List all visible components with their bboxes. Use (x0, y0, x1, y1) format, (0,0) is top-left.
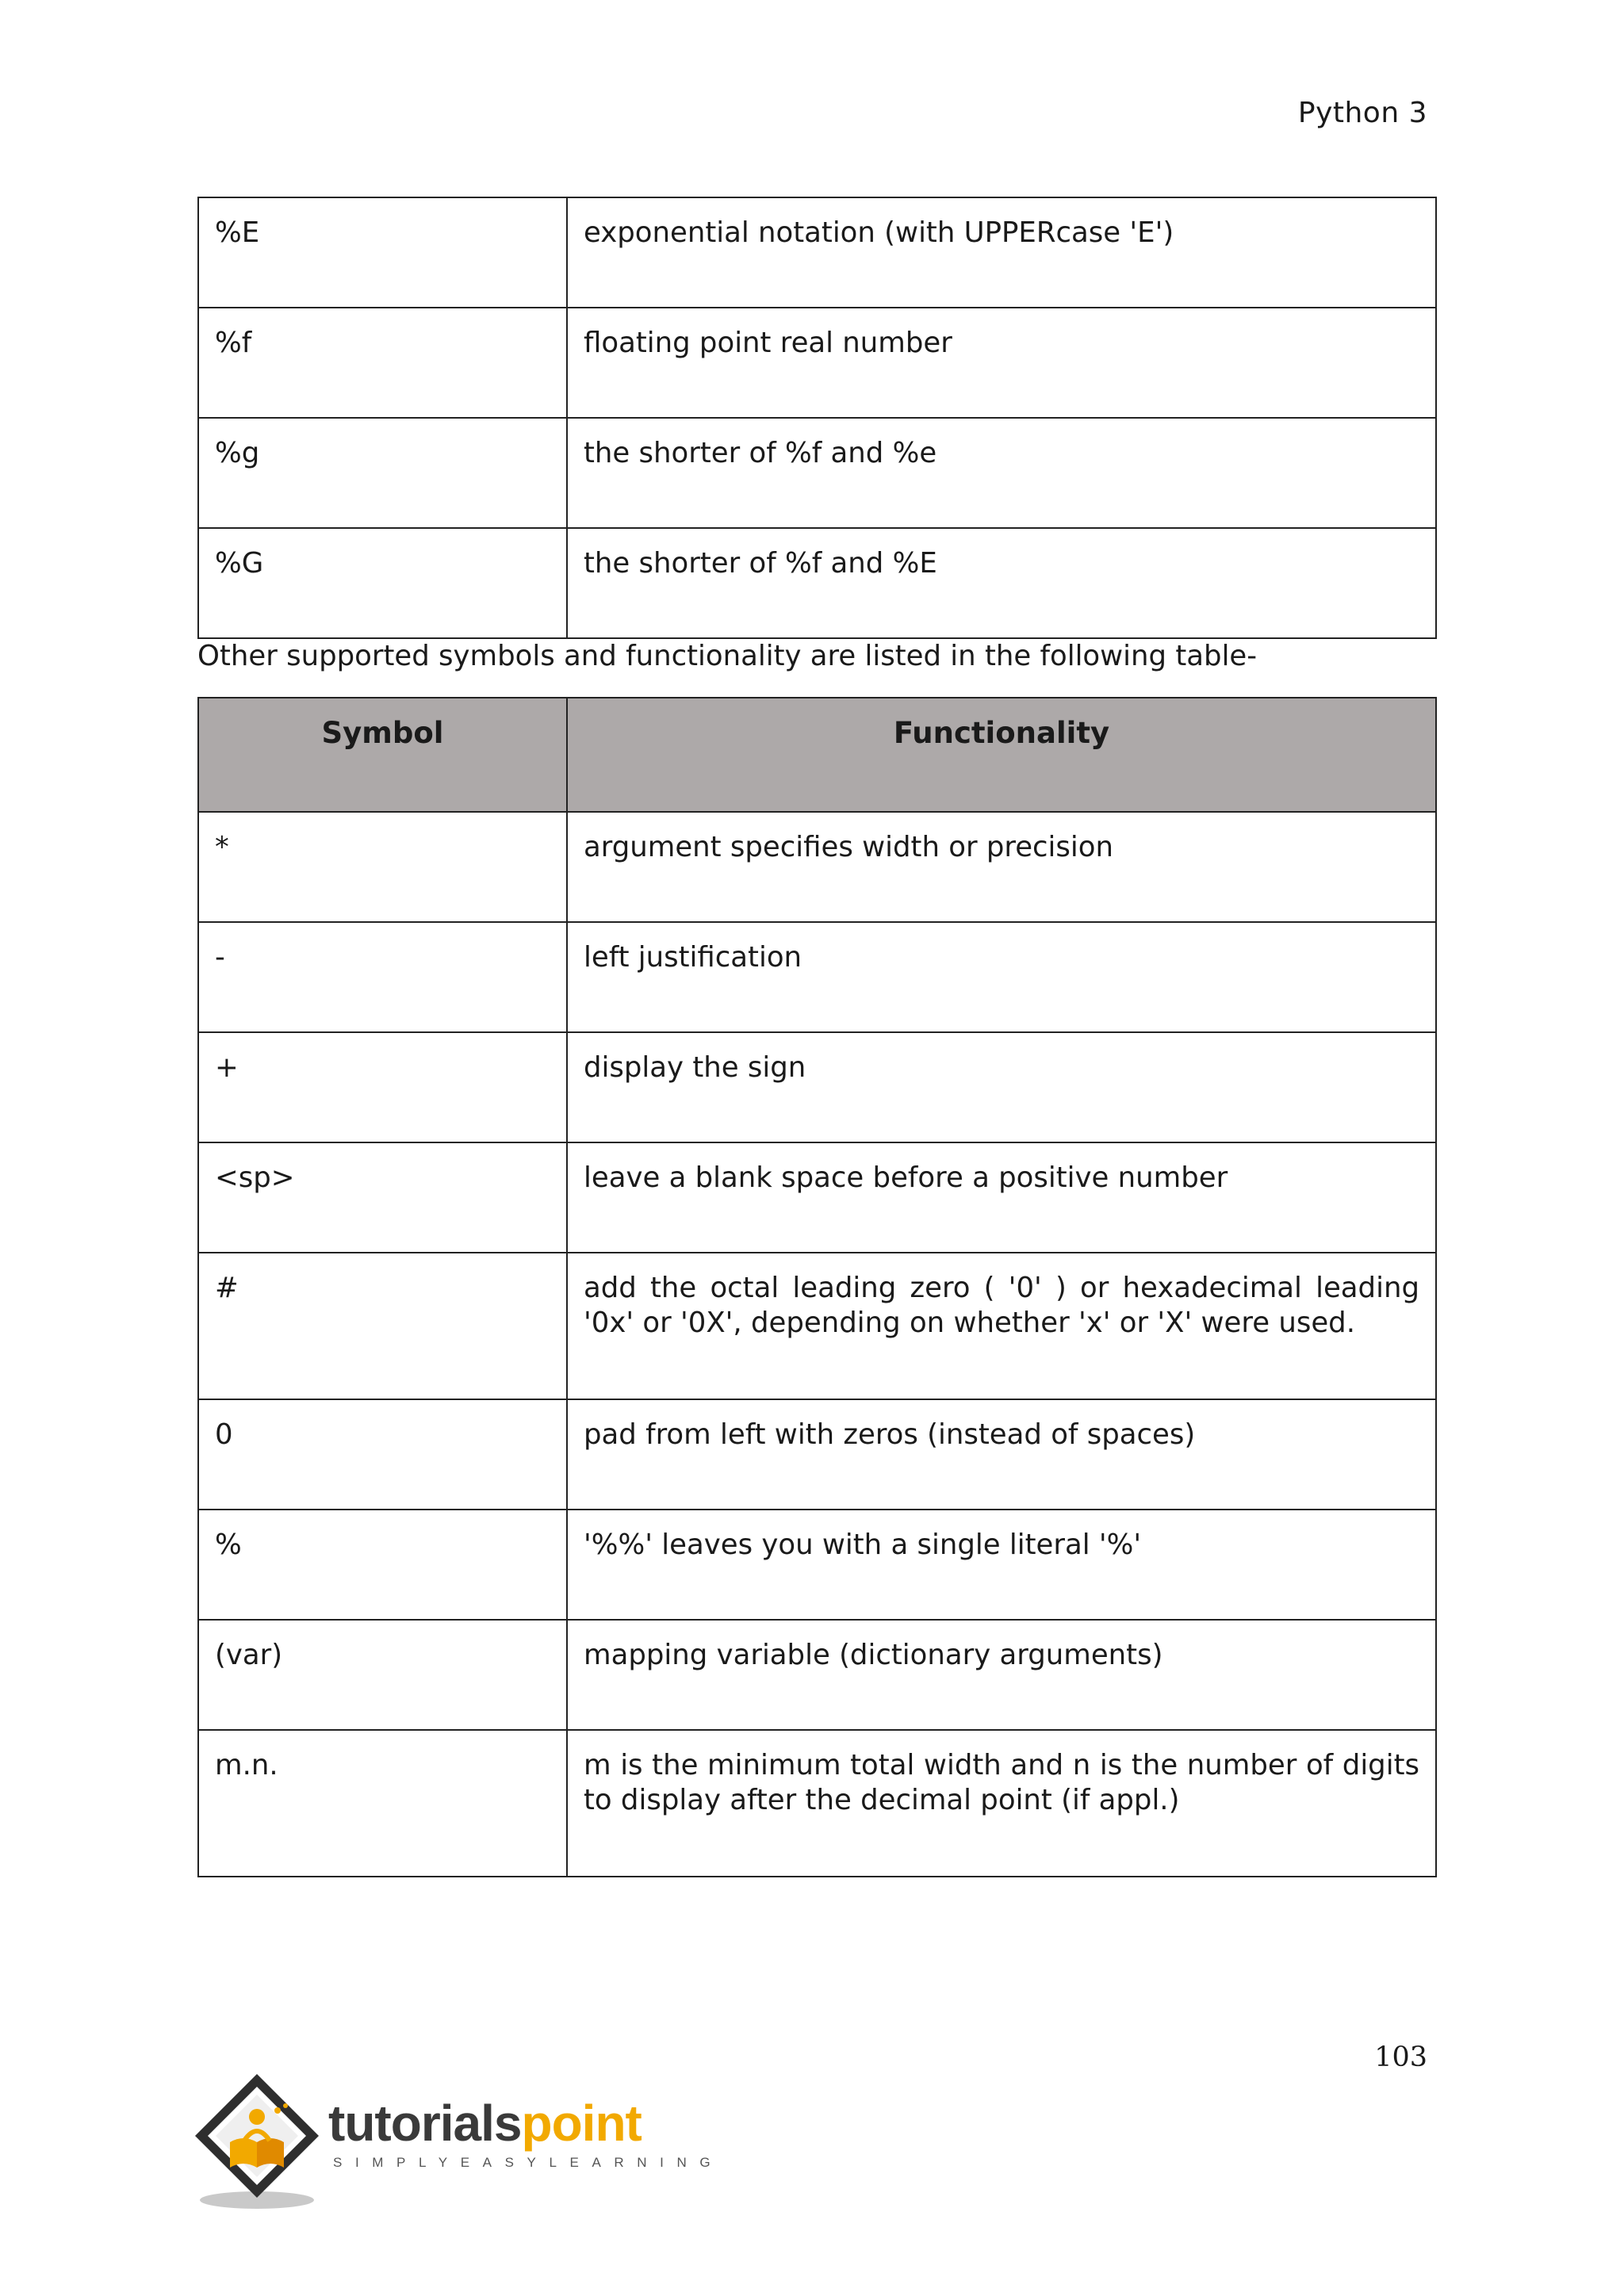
table-row (198, 1399, 1436, 1510)
logo-wordmark-tutorials: tutorials (328, 2095, 522, 2152)
functionality-cell: m is the minimum total width and n is the number of digits to display after the decimal point (if appl.) (567, 1730, 1436, 1877)
functionality-cell: argument specifies width or precision (567, 812, 1436, 922)
symbol-cell: %f (198, 308, 567, 418)
page-number: 103 (1374, 2042, 1427, 2073)
description-cell: the shorter of %f and %e (567, 418, 1436, 528)
logo-wordmark-point: point (521, 2095, 642, 2152)
functionality-cell: '%%' leaves you with a single literal '%' (567, 1510, 1436, 1620)
table-row (198, 1730, 1436, 1877)
column-header-symbol: Symbol (198, 698, 567, 812)
logo-wordmark (328, 2095, 642, 2152)
symbol-cell: * (198, 812, 567, 922)
functionality-cell: add the octal leading zero ( '0' ) or hexadecimal leading '0x' or '0X', depending on whether 'x' or 'X' were used. (567, 1253, 1436, 1399)
symbol-cell: <sp> (198, 1142, 567, 1253)
functionality-cell: leave a blank space before a positive number (567, 1142, 1436, 1253)
symbol-cell: (var) (198, 1620, 567, 1730)
table-row (198, 1032, 1436, 1142)
book-reader-logo-icon (193, 2069, 336, 2212)
symbol-cell: - (198, 922, 567, 1032)
description-cell: exponential notation (with UPPERcase 'E') (567, 197, 1436, 308)
symbol-cell: + (198, 1032, 567, 1142)
running-header-title: Python 3 (1297, 97, 1427, 129)
table-row (198, 197, 1436, 308)
description-cell: the shorter of %f and %E (567, 528, 1436, 638)
symbol-cell: %g (198, 418, 567, 528)
table-row (198, 1620, 1436, 1730)
symbol-cell: % (198, 1510, 567, 1620)
functionality-cell: display the sign (567, 1032, 1436, 1142)
table-row (198, 418, 1436, 528)
supported-symbols-table (197, 697, 1437, 1877)
symbol-cell: m.n. (198, 1730, 567, 1877)
table-row (198, 308, 1436, 418)
format-specifier-table (197, 197, 1437, 639)
functionality-cell: left justification (567, 922, 1436, 1032)
table-row (198, 1510, 1436, 1620)
functionality-cell: pad from left with zeros (instead of spaces) (567, 1399, 1436, 1510)
functionality-cell: mapping variable (dictionary arguments) (567, 1620, 1436, 1730)
symbol-cell: 0 (198, 1399, 567, 1510)
intro-paragraph: Other supported symbols and functionality are listed in the following table- (197, 640, 1258, 672)
table-row (198, 528, 1436, 638)
table-header-row (198, 698, 1436, 812)
table-row (198, 812, 1436, 922)
symbol-cell: # (198, 1253, 567, 1399)
table-row (198, 1142, 1436, 1253)
symbol-cell: %E (198, 197, 567, 308)
tutorialspoint-logo (193, 2069, 724, 2212)
symbol-cell: %G (198, 528, 567, 638)
description-cell: floating point real number (567, 308, 1436, 418)
table-row (198, 1253, 1436, 1399)
column-header-functionality: Functionality (567, 698, 1436, 812)
table-row (198, 922, 1436, 1032)
logo-tagline: SIMPLYEASYLEARNING (333, 2155, 724, 2170)
